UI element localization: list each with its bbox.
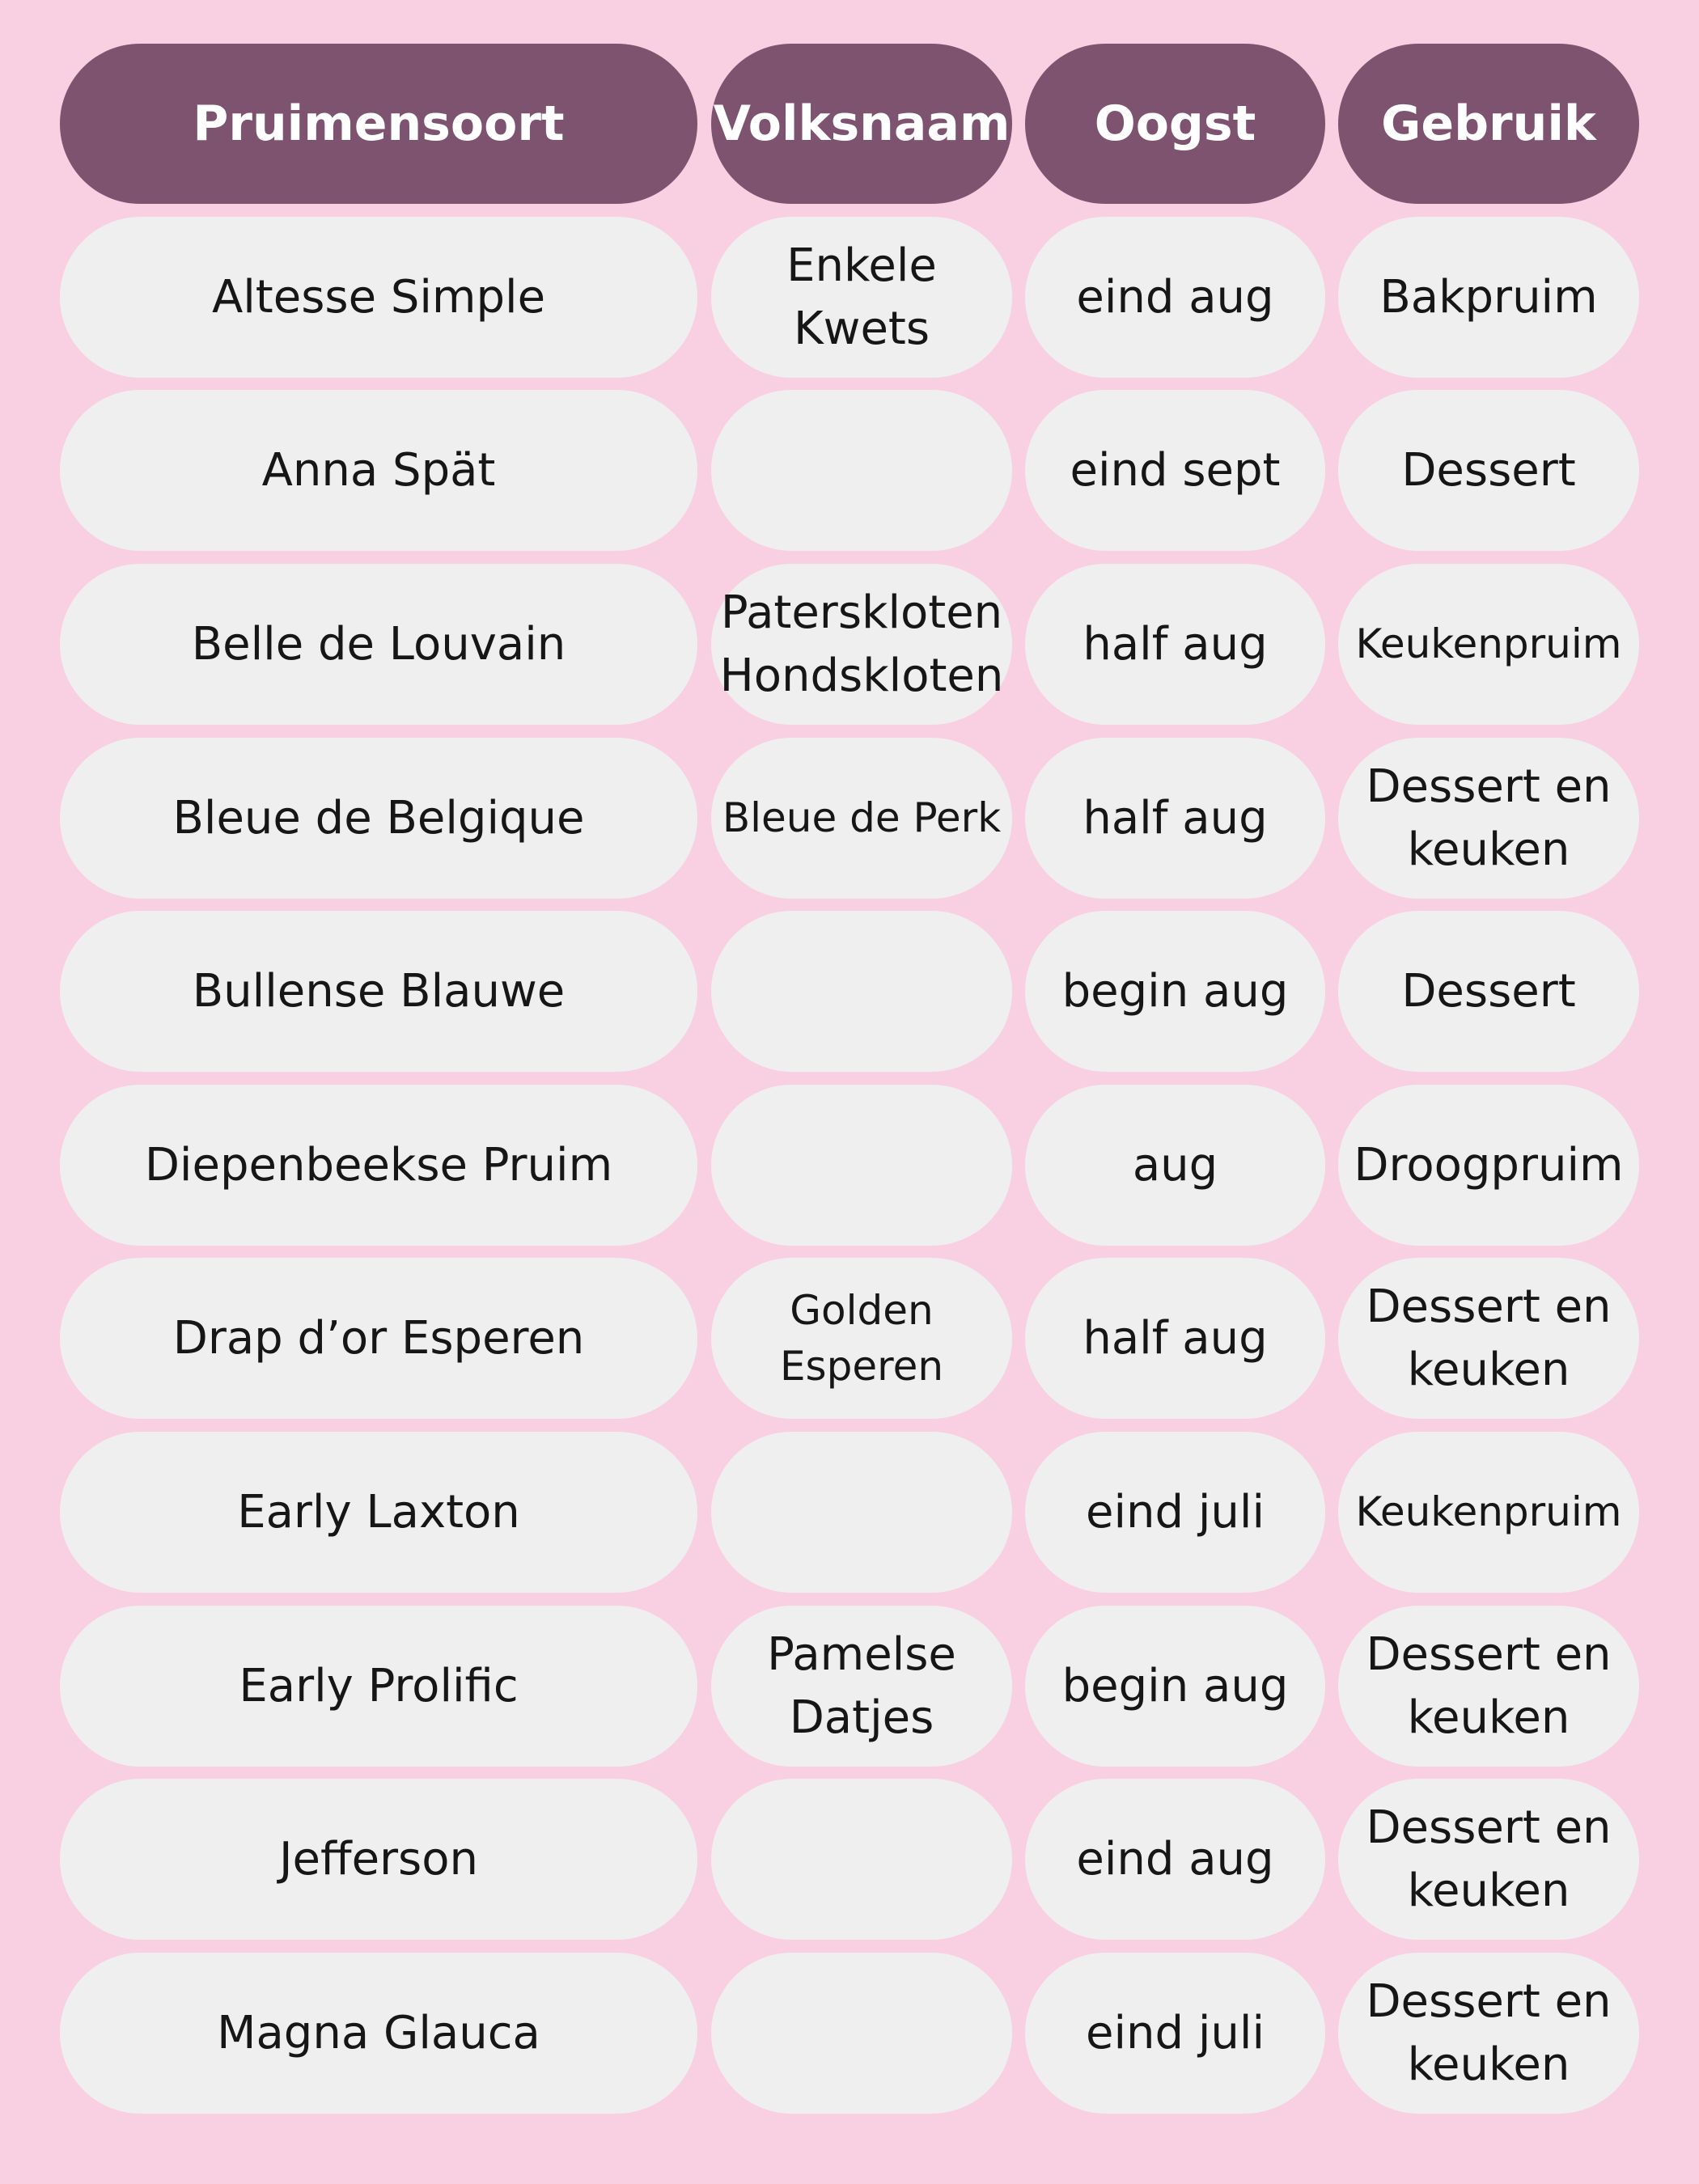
row-7-pruimensoort: Drap d’or Esperen (60, 1258, 697, 1419)
row-1-pruimensoort: Altesse Simple (60, 217, 697, 378)
row-3-volksnaam: Paterskloten Hondskloten (711, 564, 1012, 725)
row-2-volksnaam (711, 390, 1012, 551)
row-4-pruimensoort: Bleue de Belgique (60, 738, 697, 899)
row-3-pruimensoort: Belle de Louvain (60, 564, 697, 725)
row-6-oogst: aug (1025, 1085, 1325, 1246)
row-7-gebruik: Dessert en keuken (1338, 1258, 1639, 1419)
header-volksnaam: Volksnaam (711, 44, 1012, 204)
row-8-volksnaam (711, 1432, 1012, 1593)
row-4-oogst: half aug (1025, 738, 1325, 899)
row-1-oogst: eind aug (1025, 217, 1325, 378)
row-6-gebruik: Droogpruim (1338, 1085, 1639, 1246)
header-gebruik: Gebruik (1338, 44, 1639, 204)
row-6-volksnaam (711, 1085, 1012, 1246)
row-9-pruimensoort: Early Prolific (60, 1606, 697, 1767)
row-11-pruimensoort: Magna Glauca (60, 1953, 697, 2114)
row-10-gebruik: Dessert en keuken (1338, 1779, 1639, 1940)
row-2-pruimensoort: Anna Spät (60, 390, 697, 551)
row-10-oogst: eind aug (1025, 1779, 1325, 1940)
header-oogst: Oogst (1025, 44, 1325, 204)
row-11-gebruik: Dessert en keuken (1338, 1953, 1639, 2114)
row-8-pruimensoort: Early Laxton (60, 1432, 697, 1593)
row-7-volksnaam: Golden Esperen (711, 1258, 1012, 1419)
row-9-oogst: begin aug (1025, 1606, 1325, 1767)
row-7-oogst: half aug (1025, 1258, 1325, 1419)
row-8-gebruik: Keukenpruim (1338, 1432, 1639, 1593)
row-3-oogst: half aug (1025, 564, 1325, 725)
row-4-gebruik: Dessert en keuken (1338, 738, 1639, 899)
row-9-gebruik: Dessert en keuken (1338, 1606, 1639, 1767)
row-8-oogst: eind juli (1025, 1432, 1325, 1593)
row-10-pruimensoort: Jefferson (60, 1779, 697, 1940)
header-pruimensoort: Pruimensoort (60, 44, 697, 204)
row-6-pruimensoort: Diepenbeekse Pruim (60, 1085, 697, 1246)
row-4-volksnaam: Bleue de Perk (711, 738, 1012, 899)
row-1-volksnaam: Enkele Kwets (711, 217, 1012, 378)
row-9-volksnaam: Pamelse Datjes (711, 1606, 1012, 1767)
row-10-volksnaam (711, 1779, 1012, 1940)
row-11-volksnaam (711, 1953, 1012, 2114)
row-11-oogst: eind juli (1025, 1953, 1325, 2114)
row-5-volksnaam (711, 911, 1012, 1072)
row-1-gebruik: Bakpruim (1338, 217, 1639, 378)
row-2-oogst: eind sept (1025, 390, 1325, 551)
row-3-gebruik: Keukenpruim (1338, 564, 1639, 725)
row-5-gebruik: Dessert (1338, 911, 1639, 1072)
row-2-gebruik: Dessert (1338, 390, 1639, 551)
row-5-oogst: begin aug (1025, 911, 1325, 1072)
row-5-pruimensoort: Bullense Blauwe (60, 911, 697, 1072)
